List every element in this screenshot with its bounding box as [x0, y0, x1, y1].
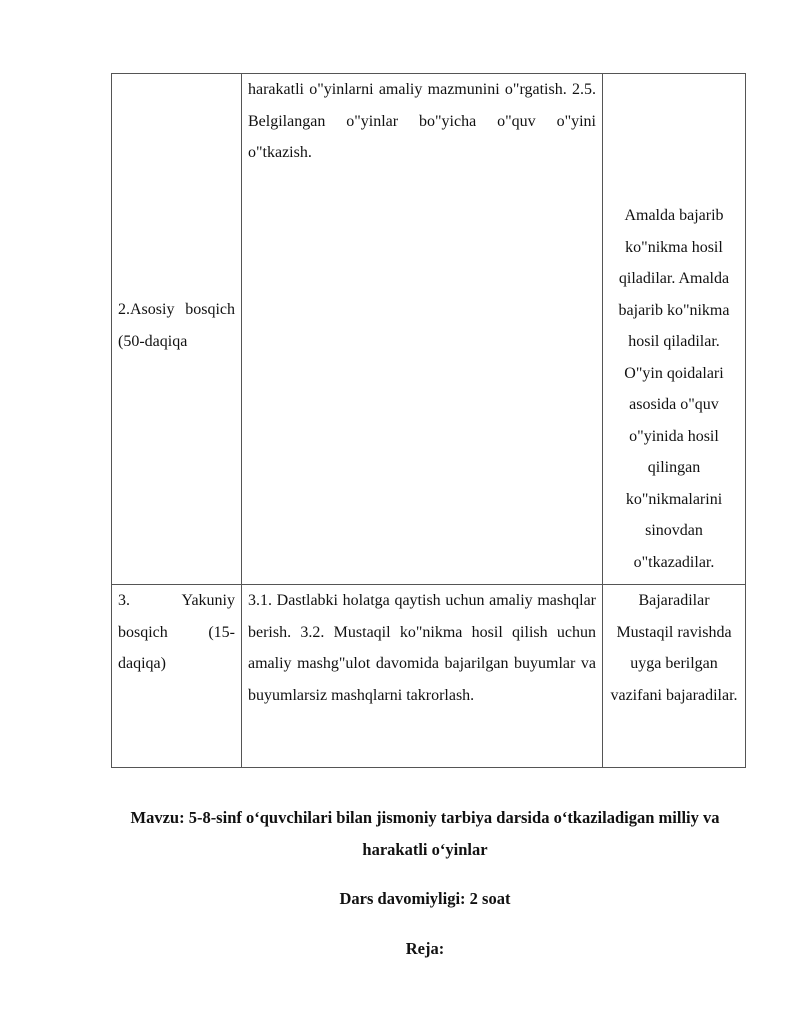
- table-row: [112, 585, 746, 768]
- result-text: Amalda bajarib ko"nikma hosil qiladilar. Amalda bajarib ko"nikma hosil qiladilar. O"yin qoidalari asosida o"quv o"yinida hosil qilingan ko"nikmalarini sinovdan o"tkazadilar.: [618, 207, 730, 571]
- stage-cell: [112, 74, 242, 585]
- stage-cell: [112, 585, 242, 768]
- result-text: Bajaradilar Mustaqil ravishda uyga berilgan vazifani bajaradilar.: [610, 592, 738, 704]
- table-row: [112, 74, 746, 585]
- content-cell: [242, 74, 603, 585]
- duration-heading: Dars davomiyligi: 2 soat: [339, 889, 511, 908]
- stage-text: 3. Yakuniy bosqich (15-daqiqa): [118, 592, 235, 672]
- content-text: harakatli o"yinlarni amaliy mazmunini o"rgatish. 2.5. Belgilangan o"yinlar bo"yicha o"quv o"yini o"tkazish.: [248, 81, 596, 161]
- result-cell: [603, 74, 746, 585]
- topic-heading: Mavzu: 5-8-sinf o‘quvchilari bilan jismoniy tarbiya darsida o‘tkaziladigan milliy va harakatli o‘yinlar: [130, 808, 720, 859]
- result-cell: [603, 585, 746, 768]
- content-text: 3.1. Dastlabki holatga qaytish uchun amaliy mashqlar berish. 3.2. Mustaqil ko"nikma hosil qilish uchun amaliy mashg"ulot davomida bajarilgan buyumlar va buyumlarsiz mashqlarni takrorlash.: [248, 592, 596, 704]
- content-cell: [242, 585, 603, 768]
- stage-text: 2.Asosiy bosqich (50-daqiqa: [118, 301, 235, 350]
- plan-heading: Reja:: [405, 939, 445, 958]
- lesson-plan-table: [111, 73, 746, 768]
